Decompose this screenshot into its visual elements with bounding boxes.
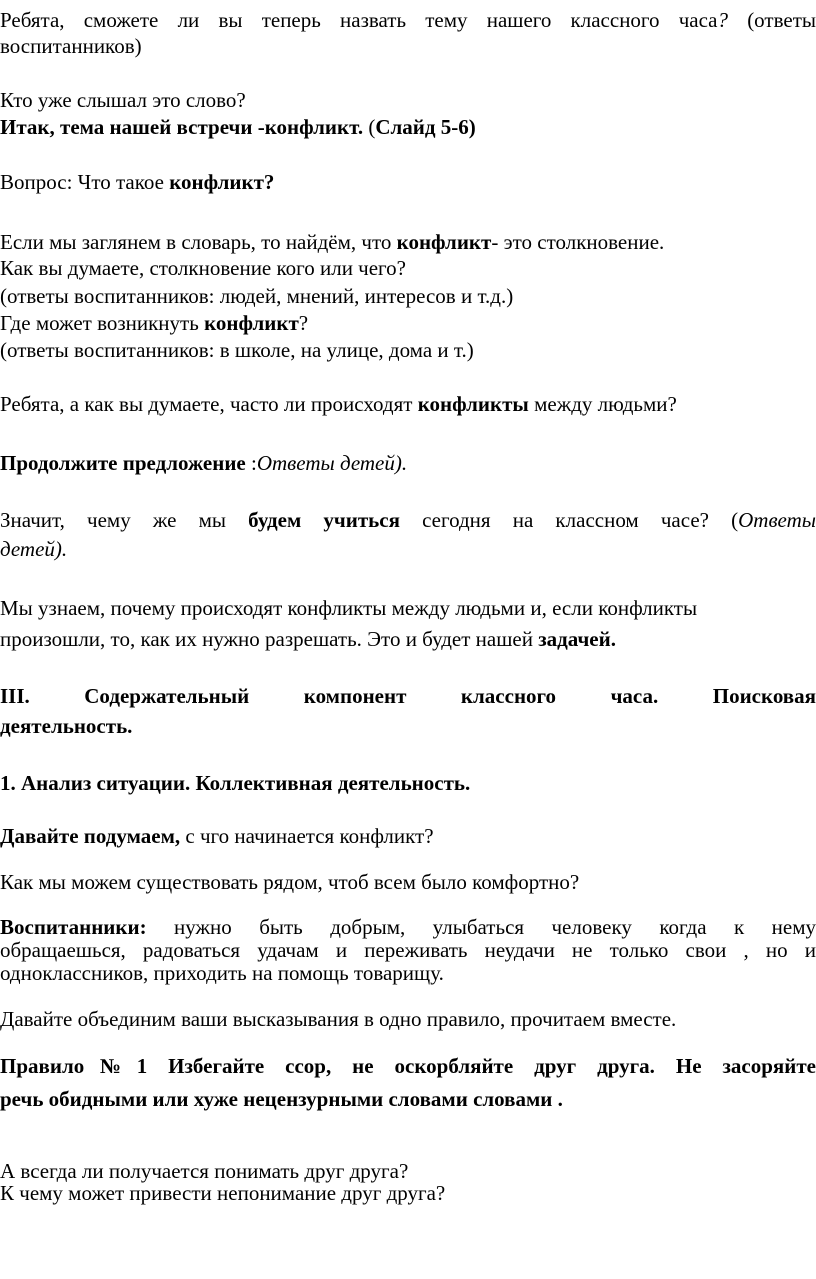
text: Вопрос: Что такое <box>0 170 170 194</box>
bold-text: Продолжите предложение <box>0 451 246 475</box>
bold-text: конфликт <box>396 230 492 254</box>
question-mark: ? <box>717 8 728 32</box>
rule-text: Правило№1 Избегайте ссор, не оскорбляйте друг друга. Не засоряйте <box>0 1054 816 1078</box>
bold-text: конфликт? <box>169 170 275 194</box>
paragraph-5-line-1 <box>0 230 816 254</box>
text: Давайте объединим ваши высказывания в одно правило, прочитаем вместе. <box>0 1007 677 1031</box>
bold-text: Воспитанники: <box>0 915 147 939</box>
text: обращаешься, радоваться удачам и переживать неудачи не только свои , но и <box>0 938 816 962</box>
subsection-heading <box>0 771 816 795</box>
text: Если мы заглянем в словарь, то найдём, что <box>0 230 397 254</box>
bold-text: конфликт <box>204 311 299 335</box>
text: : <box>245 451 257 475</box>
paragraph-8-line-1 <box>0 508 816 532</box>
rule-1-line-1 <box>0 1054 816 1078</box>
paragraph-1-line-1 <box>0 8 816 32</box>
paragraph-9-line-1 <box>0 596 816 620</box>
text: Как мы можем существовать рядом, чтоб всем было комфортно? <box>0 870 580 894</box>
paragraph-2 <box>0 88 816 112</box>
text: воспитанников) <box>0 34 142 58</box>
paragraph-9-line-2 <box>0 627 816 651</box>
section-heading-line-1 <box>0 684 816 708</box>
text: (ответы <box>728 8 816 32</box>
text: (ответы воспитанников: людей, мнений, интересов и т.д.) <box>0 284 514 308</box>
text: К чему может привести непонимание друг друга? <box>0 1181 446 1205</box>
bold-text: задачей. <box>538 627 616 651</box>
text: одноклассников, приходить на помощь товарищу. <box>0 961 444 985</box>
text: между людьми? <box>528 392 677 416</box>
paragraph-5-line-2 <box>0 256 816 280</box>
italic-text: Ответы <box>738 508 816 532</box>
bold-text: Итак, тема нашей встречи -конфликт. <box>0 115 364 139</box>
section-heading-line-2 <box>0 714 816 738</box>
text: сегодня на классном часе? ( <box>399 508 739 532</box>
bold-text: Давайте подумаем, <box>0 824 181 848</box>
paragraph-8-line-2 <box>0 537 816 561</box>
text: нужно быть добрым, улыбаться человеку когда к нему <box>146 915 816 939</box>
paragraph-14-line-1 <box>0 915 816 939</box>
text: Ребята, а как вы думаете, часто ли происходят <box>0 392 418 416</box>
paragraph-14-line-2 <box>0 938 816 962</box>
paragraph-14-line-3 <box>0 961 816 985</box>
paragraph-3 <box>0 115 816 139</box>
heading-text: 1. Анализ ситуации. Коллективная деятельность. <box>0 771 471 795</box>
italic-text: детей). <box>0 537 68 561</box>
text: произошли, то, как их нужно разрешать. Это и будет нашей <box>0 627 539 651</box>
bold-text: будем учиться <box>248 508 400 532</box>
text: - это столкновение. <box>491 230 665 254</box>
paragraph-17-line-2 <box>0 1181 816 1205</box>
text: Ребята, сможете ли вы теперь назвать тему нашего классного часа <box>0 8 718 32</box>
paragraph-6 <box>0 392 816 416</box>
text: Мы узнаем, почему происходят конфликты между людьми и, если конфликты <box>0 596 698 620</box>
text: Значит, чему же мы <box>0 508 249 532</box>
paragraph-5-line-5 <box>0 338 816 362</box>
text: (ответы воспитанников: в школе, на улице, дома и т.) <box>0 338 474 362</box>
rule-1-line-2 <box>0 1087 816 1111</box>
paragraph-5-line-3 <box>0 284 816 308</box>
paragraph-7 <box>0 451 816 475</box>
text: Кто уже слышал это слово? <box>0 88 246 112</box>
paragraph-1-line-2 <box>0 34 816 58</box>
text: ( <box>363 115 376 139</box>
heading-text: III. Содержательный компонент классного часа. Поисковая <box>0 684 816 708</box>
paragraph-15 <box>0 1007 816 1031</box>
paragraph-17-line-1 <box>0 1159 816 1183</box>
heading-text: деятельность. <box>0 714 133 738</box>
paragraph-5-line-4 <box>0 311 816 335</box>
text: Где может возникнуть <box>0 311 205 335</box>
bold-text: конфликты <box>417 392 529 416</box>
paragraph-13 <box>0 870 816 894</box>
paragraph-4 <box>0 170 816 194</box>
text: ? <box>298 311 309 335</box>
text: А всегда ли получается понимать друг друга? <box>0 1159 409 1183</box>
text: с чго начинается конфликт? <box>180 824 434 848</box>
bold-text: Слайд 5-6) <box>375 115 476 139</box>
italic-text: Ответы детей). <box>256 451 408 475</box>
paragraph-12 <box>0 824 816 848</box>
text: Как вы думаете, столкновение кого или чего? <box>0 256 406 280</box>
rule-text: речь обидными или хуже нецензурными словами словами . <box>0 1087 563 1111</box>
